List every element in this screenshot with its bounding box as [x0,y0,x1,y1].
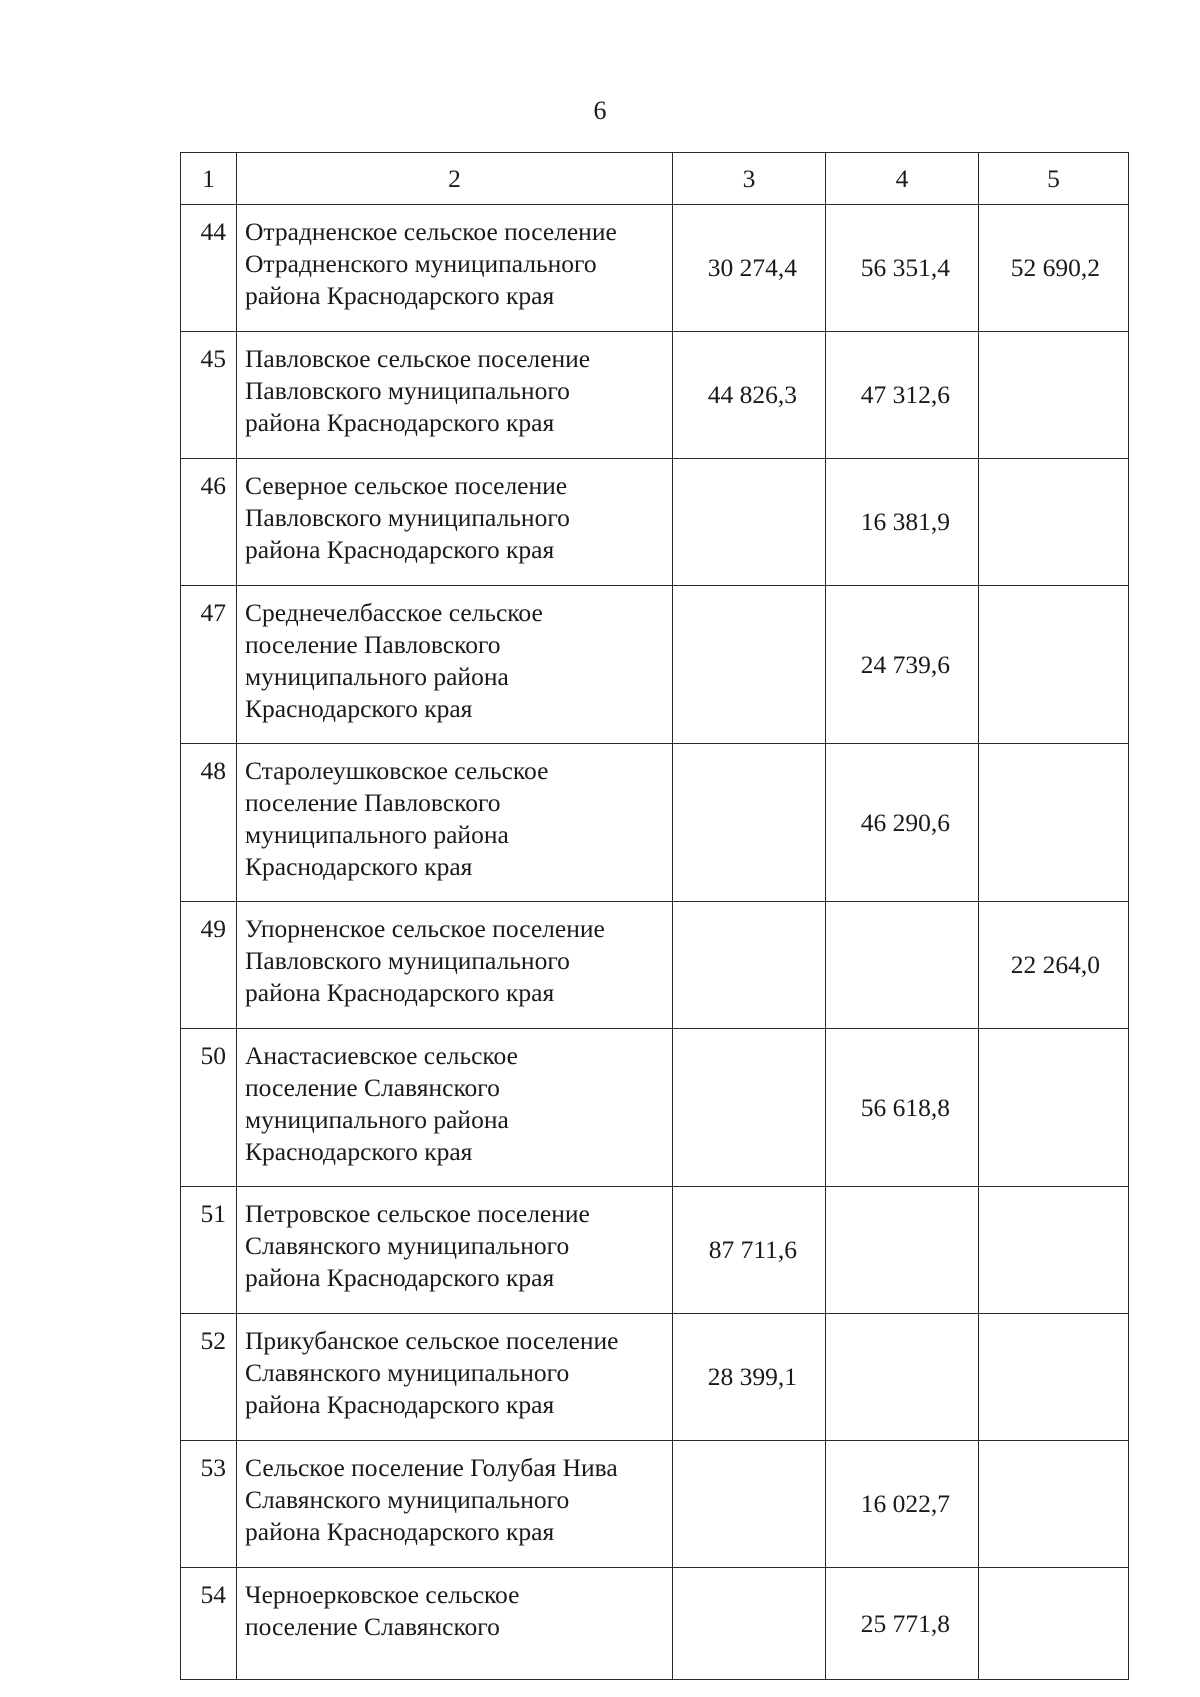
row-number: 46 [181,459,237,586]
settlement-name-line: Краснодарского края [245,694,473,723]
table-row [181,459,1129,586]
value-column-3: 44 826,3 [673,332,826,459]
settlement-name-line: района Краснодарского края [245,1263,555,1292]
value-column-5 [979,744,1129,902]
settlement-name-line: поселение Павловского [245,630,501,659]
settlement-name-line: Среднечелбасское сельское [245,598,543,627]
table-row [181,205,1129,332]
settlement-name [237,902,673,1029]
value-column-5 [979,1441,1129,1568]
settlement-name-line: района Краснодарского края [245,281,555,310]
settlement-name-line: района Краснодарского края [245,978,555,1007]
settlement-name [237,459,673,586]
row-number: 45 [181,332,237,459]
table-body [181,153,1129,1680]
value-column-4: 24 739,6 [826,586,979,744]
row-number: 54 [181,1568,237,1680]
settlement-name [237,1314,673,1441]
table-row [181,1187,1129,1314]
value-column-5: 52 690,2 [979,205,1129,332]
value-column-3 [673,1029,826,1187]
settlement-name-line: поселение Славянского [245,1612,500,1641]
value-column-3: 30 274,4 [673,205,826,332]
settlement-name [237,332,673,459]
value-column-3: 87 711,6 [673,1187,826,1314]
value-column-3 [673,459,826,586]
settlement-name [237,744,673,902]
value-column-5 [979,1314,1129,1441]
settlement-name-line: Упорненское сельское поселение [245,914,605,943]
settlement-name-line: Анастасиевское сельское [245,1041,518,1070]
settlement-name-line: Прикубанское сельское поселение [245,1326,619,1355]
settlement-name-line: Сельское поселение Голубая Нива [245,1453,618,1482]
settlement-name-line: Славянского муниципального [245,1231,570,1260]
settlement-name-line: района Краснодарского края [245,1517,555,1546]
data-table [180,152,1129,1680]
value-column-5 [979,586,1129,744]
value-column-5 [979,1568,1129,1680]
value-column-5 [979,1029,1129,1187]
table-row [181,744,1129,902]
settlement-name-line: Павловского муниципального [245,503,570,532]
settlement-name-line: Петровское сельское поселение [245,1199,590,1228]
settlement-name-line: Северное сельское поселение [245,471,568,500]
value-column-3 [673,1568,826,1680]
column-header-1: 1 [181,153,237,205]
value-column-3: 28 399,1 [673,1314,826,1441]
settlement-name-line: Краснодарского края [245,852,473,881]
value-column-4 [826,1314,979,1441]
settlement-name [237,1187,673,1314]
settlement-name-line: поселение Славянского [245,1073,500,1102]
page-number: 6 [593,96,607,125]
table-row [181,332,1129,459]
settlement-name-line: Павловское сельское поселение [245,344,591,373]
value-column-4: 56 618,8 [826,1029,979,1187]
settlement-name-line: Черноерковское сельское [245,1580,520,1609]
value-column-4: 56 351,4 [826,205,979,332]
value-column-3 [673,744,826,902]
settlement-name-line: Павловского муниципального [245,376,570,405]
column-header-3: 3 [673,153,826,205]
settlement-name [237,1029,673,1187]
settlement-name-line: Старолеушковское сельское [245,756,549,785]
settlement-name [237,205,673,332]
settlement-name [237,1441,673,1568]
value-column-3 [673,1441,826,1568]
row-number: 47 [181,586,237,744]
table-row [181,586,1129,744]
settlement-name-line: Павловского муниципального [245,946,570,975]
value-column-5 [979,332,1129,459]
table-row [181,1314,1129,1441]
table-header-row [181,153,1129,205]
value-column-4: 16 022,7 [826,1441,979,1568]
value-column-3 [673,586,826,744]
value-column-5 [979,459,1129,586]
row-number: 48 [181,744,237,902]
table-row [181,1441,1129,1568]
settlement-name-line: Отрадненское сельское поселение [245,217,617,246]
row-number: 50 [181,1029,237,1187]
settlement-name-line: Славянского муниципального [245,1358,570,1387]
table-row [181,1029,1129,1187]
settlement-name [237,586,673,744]
settlement-name-line: муниципального района [245,662,509,691]
row-number: 51 [181,1187,237,1314]
table-row [181,902,1129,1029]
value-column-3 [673,902,826,1029]
row-number: 44 [181,205,237,332]
value-column-4 [826,1187,979,1314]
value-column-5: 22 264,0 [979,902,1129,1029]
value-column-4: 46 290,6 [826,744,979,902]
column-header-4: 4 [826,153,979,205]
settlement-name-line: муниципального района [245,820,509,849]
settlement-name-line: муниципального района [245,1105,509,1134]
settlement-name-line: Славянского муниципального [245,1485,570,1514]
row-number: 53 [181,1441,237,1568]
value-column-4 [826,902,979,1029]
settlement-name-line: Отрадненского муниципального [245,249,597,278]
settlement-name-line: Краснодарского края [245,1137,473,1166]
settlement-name-line: поселение Павловского [245,788,501,817]
value-column-4: 47 312,6 [826,332,979,459]
settlement-name-line: района Краснодарского края [245,408,555,437]
value-column-4: 16 381,9 [826,459,979,586]
column-header-2: 2 [237,153,673,205]
column-header-5: 5 [979,153,1129,205]
table-row [181,1568,1129,1680]
row-number: 52 [181,1314,237,1441]
settlement-name-line: района Краснодарского края [245,535,555,564]
settlement-name-line: района Краснодарского края [245,1390,555,1419]
value-column-4: 25 771,8 [826,1568,979,1680]
value-column-5 [979,1187,1129,1314]
row-number: 49 [181,902,237,1029]
settlement-name [237,1568,673,1680]
